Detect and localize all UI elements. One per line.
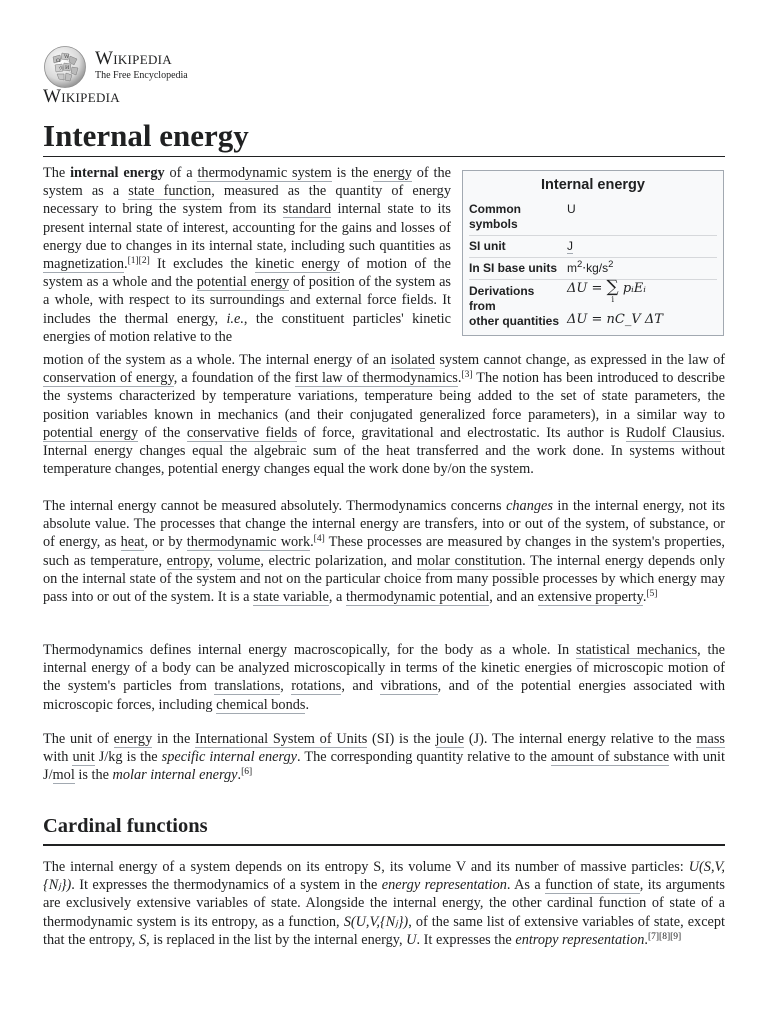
link[interactable]: mol xyxy=(52,767,75,784)
math-inline: U(S,V,{Nⱼ}) xyxy=(43,859,725,894)
link[interactable]: molar constitution xyxy=(416,552,523,569)
paragraph-cardinal: The internal energy of a system depends on its entropy S, its volume V and its number of massive particles: U(S,V,{Nⱼ}). It expresses the thermodynamics of a system in the energy representation. As a function of state, its arguments are exclusively extensive variables of state. Alongside the internal energy, the other cardinal function of state of a thermodynamic system is its entropy, as a function, S(U,V,{Nⱼ}), of the same list of extensive variables of state, except that the entropy, S, is replaced in the list by the internal energy, U. It expresses the entropy representation.[7][8][9] xyxy=(43,859,725,948)
citation[interactable]: [6] xyxy=(241,767,253,778)
svg-text:ウ: ウ xyxy=(58,66,64,72)
tagline: The Free Encyclopedia xyxy=(95,70,188,81)
citation[interactable]: [7][8][9] xyxy=(647,931,682,942)
infobox xyxy=(462,170,724,336)
link[interactable]: International System of Units xyxy=(195,731,368,747)
infobox-value-link[interactable]: J xyxy=(567,239,573,253)
link[interactable]: joule xyxy=(435,731,465,747)
link[interactable]: translations xyxy=(214,678,281,695)
infobox-value: U xyxy=(567,202,576,216)
infobox-label-line: other quantities xyxy=(469,314,560,328)
svg-text:W: W xyxy=(64,54,70,60)
link[interactable]: heat xyxy=(120,534,145,551)
paragraph-statistical: Thermodynamics defines internal energy macroscopically, for the body as a whole. In statistical mechanics, the internal energy of a body can be analyzed microscopically in terms of the kinetic energies of microscopic motion of the system's particles from translations, rotations, and vibrations, and of the potential energies associated with microscopic forces, including chemical bonds. xyxy=(43,642,725,713)
link[interactable]: Rudolf Clausius xyxy=(625,424,722,441)
formula-nc: ΔU = nC_V ΔT xyxy=(567,312,663,327)
link[interactable]: thermodynamic work xyxy=(186,534,311,551)
infobox-label-line: from xyxy=(469,299,496,313)
math-inline: S xyxy=(138,931,147,948)
link[interactable]: standard xyxy=(282,201,332,218)
link[interactable]: statistical mechanics xyxy=(576,642,698,658)
section-heading: Cardinal functions xyxy=(43,812,725,846)
wordmark-repeat[interactable]: Wikipedia xyxy=(43,86,120,107)
link[interactable]: potential energy xyxy=(43,424,139,441)
link[interactable]: unit xyxy=(72,749,95,766)
infobox-label: In SI base units xyxy=(469,261,558,275)
link[interactable]: isolated xyxy=(390,352,436,368)
link[interactable]: function of state xyxy=(545,877,640,894)
link[interactable]: conservative fields xyxy=(186,424,298,441)
page-title: Internal energy xyxy=(43,117,725,157)
link[interactable]: thermodynamic potential xyxy=(345,589,490,606)
paragraph-measurement: The internal energy cannot be measured absolutely. Thermodynamics concerns changes in the internal energy, not its absolute value. The processes that change the internal energy are transfers, into or out of the system, of substance, or of energy, as heat, or by thermodynamic work.[4] These processes are measured by changes in the system's properties, such as temperature, entropy, volume, electric polarization, and molar constitution. The internal energy depends only on the internal state of the system and not on the particular choice from many possible processes by which energy may pass into or out of the system. It is a state variable, a thermodynamic potential, and an extensive property.[5] xyxy=(43,498,725,606)
link[interactable]: rotations xyxy=(291,678,342,695)
infobox-label-line: Derivations xyxy=(469,284,535,298)
link[interactable]: thermodynamic system xyxy=(197,165,332,181)
link[interactable]: extensive property xyxy=(537,589,643,606)
link[interactable]: vibrations xyxy=(380,678,438,695)
link[interactable]: volume xyxy=(217,552,261,569)
paragraph-units: The unit of energy in the International System of Units (SI) is the joule (J). The internal energy relative to the mass with unit J/kg is the specific internal energy. The corresponding quantity relative to the amount of substance with unit J/mol is the molar internal energy.[6] xyxy=(43,731,725,784)
infobox-label-line: Common xyxy=(469,202,521,216)
citation[interactable]: [3] xyxy=(461,370,473,381)
bold-term: internal energy xyxy=(70,165,165,181)
citation[interactable]: [1][2] xyxy=(127,256,150,267)
link[interactable]: kinetic energy xyxy=(255,256,340,273)
infobox-divider xyxy=(469,257,717,258)
infobox-divider xyxy=(469,235,717,236)
link[interactable]: amount of substance xyxy=(550,749,670,766)
link[interactable]: chemical bonds xyxy=(216,696,306,713)
link[interactable]: mass xyxy=(696,731,725,747)
link[interactable]: state function xyxy=(128,183,212,200)
link[interactable]: potential energy xyxy=(196,274,290,291)
paragraph-intro: The internal energy of a thermodynamic system is the energy of the system as a state function, measured as the quantity of energy necessary to bring the system from its standard internal state to its present internal state of interest, accounting for the gains and losses of energy due to changes in its internal state, including such quantities as magnetization.[1][2] It excludes the kinetic energy of motion of the system as a whole and the potential energy of position of the system as a whole, with respect to its surroundings and external force fields. It includes the thermal energy, i.e., the constituent particles' kinetic energies of motion relative to the xyxy=(43,165,452,345)
wikipedia-globe-logo[interactable] xyxy=(43,45,87,89)
svg-text:И: И xyxy=(65,65,70,71)
wordmark[interactable]: Wikipedia xyxy=(95,48,172,69)
infobox-label: SI unit xyxy=(469,239,506,253)
infobox-label xyxy=(469,284,569,329)
link[interactable]: first law of thermodynamics xyxy=(294,370,458,387)
citation[interactable]: [5] xyxy=(646,589,658,600)
infobox-label-line: symbols xyxy=(469,217,518,231)
math-inline: U xyxy=(406,931,417,948)
infobox-value: $m^2\cdot kg/s^2$ xyxy=(567,259,614,275)
citation[interactable]: [4] xyxy=(313,534,325,545)
infobox-title: Internal energy xyxy=(541,177,645,193)
math-inline: S(U,V,{Nⱼ}) xyxy=(343,913,409,930)
paragraph-intro-continued: motion of the system as a whole. The internal energy of an isolated system cannot change, as expressed in the law of conservation of energy, a foundation of the first law of thermodynamics.[3] The notion has been introduced to describe the systems characterized by temperature variations, temperature being added to the set of state parameters, the position variables known in mechanics (and their conjugated generalized force parameters), in a similar way to potential energy of the conservative fields of force, gravitational and electrostatic. Its author is Rudolf Clausius. Internal energy changes equal the algebraic sum of the heat transferred and the work done. In systems without temperature changes, potential energy changes equal the work done by/on the system. xyxy=(43,352,726,478)
link[interactable]: energy xyxy=(373,165,412,181)
link[interactable]: conservation of energy xyxy=(43,370,174,387)
formula-sum: ΔU = ∑ i pᵢEᵢ xyxy=(567,277,646,304)
link[interactable]: state variable xyxy=(253,589,329,606)
link[interactable]: entropy xyxy=(166,552,210,569)
svg-text:Ω: Ω xyxy=(56,58,61,64)
link[interactable]: energy xyxy=(113,731,153,747)
link[interactable]: magnetization xyxy=(43,256,124,273)
infobox-label xyxy=(469,202,561,232)
